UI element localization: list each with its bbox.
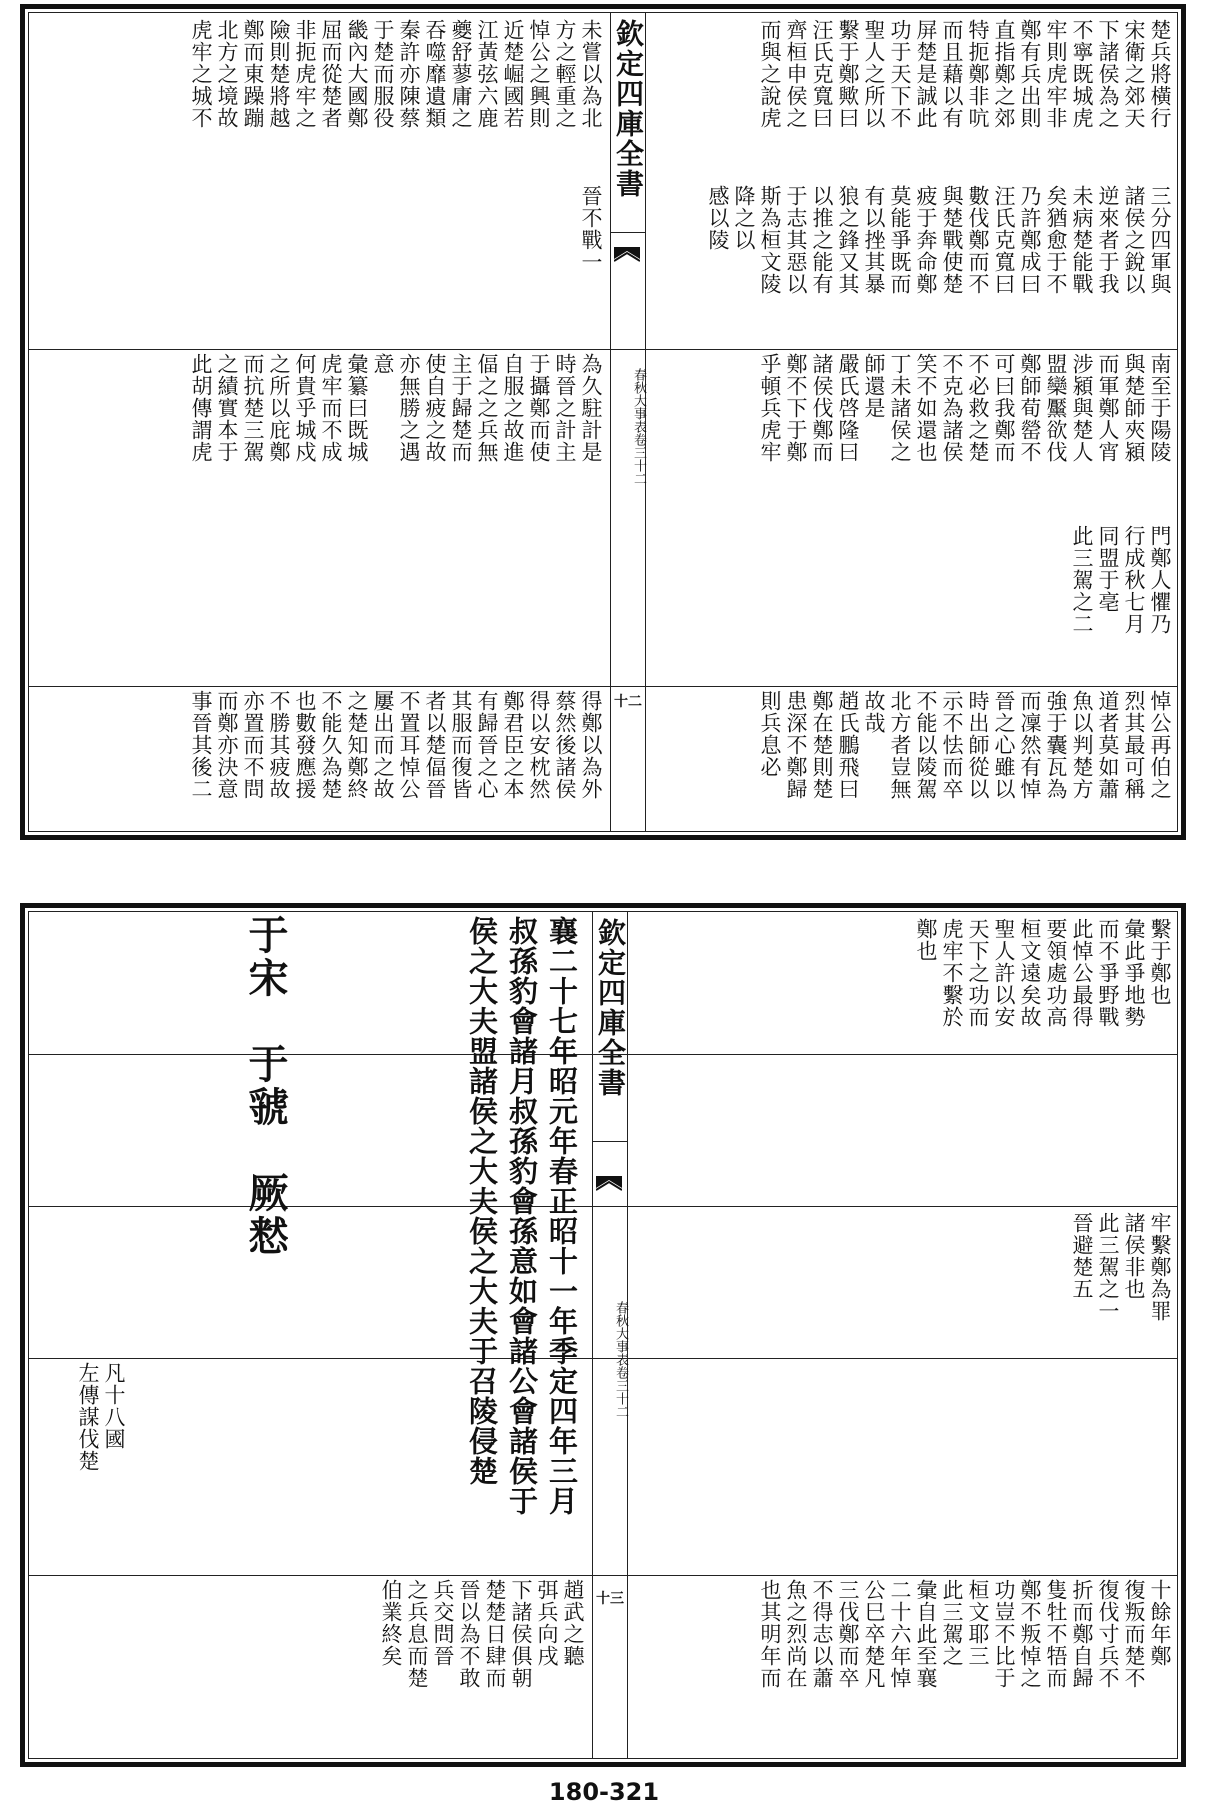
bottom-right-row2-text: 牢繫鄭為罪 諸侯非也 此三駕之一 晉避楚五 bbox=[1070, 1212, 1172, 1322]
top-left-row1-text: 未嘗以為北 方之輕重之 悼公之興則 近楚崛國若 江黃弦六鹿 夔舒蓼庸之 吞噬靡遺類 秦許亦陳蔡 于楚而服役 畿內大國鄭 屈而從楚者 非扼虎牢之 險則楚將越 鄭而東躁蹦 北方之境故 虎牢之城不 bbox=[189, 19, 603, 129]
bottom-page-marker: 十三 bbox=[596, 1591, 624, 1607]
bottom-left-col-a bbox=[62, 914, 292, 1384]
bottom-page-frame bbox=[28, 911, 1178, 1759]
top-right-row4-text: 門鄭人懼乃 行成秋七月 同盟于亳 此三駕之二 bbox=[1070, 525, 1172, 635]
top-left-half bbox=[29, 13, 608, 831]
bottom-right-row1-text: 繫于鄭也 彙此爭地勢 而不爭野戰 此悼公最得 要領處功高 桓文遠矣故 聖人許以安 天下之功而 虎牢不繫於 鄭也 bbox=[914, 918, 1172, 1028]
top-page-frame bbox=[28, 12, 1178, 832]
top-left-row3-text: 得鄭以為外 蔡然後諸侯 得以安枕然 鄭君臣之本 有歸晉之心 其服而復皆 者以楚偪晉 不置耳悼公 屢出而之故 之楚知鄭終 不能久為楚 也數發應援 不勝其疲故 亦置而不問 而鄭亦決意 事晉其後二 bbox=[189, 690, 603, 800]
bottom-left-entries-text: 襄二十七年昭元年春正昭十一年季定四年三月 叔孫豹會諸月叔孫豹會孫意如會諸公會諸侯于 侯之大夫盟諸侯之大夫侯之大夫于召陵侵楚 bbox=[465, 916, 579, 1516]
page-number: 180-321 bbox=[548, 1778, 660, 1806]
bottom-spine bbox=[592, 912, 628, 1758]
bottom-left-note bbox=[37, 1362, 127, 1572]
top-right-row3 bbox=[643, 353, 1173, 523]
fish-tail-icon bbox=[596, 1176, 622, 1202]
top-right-row2-text: 三分四軍與 諸侯之銳以 逆來者于我 未病楚能戰 矣猶愈于不 乃許鄭成曰 汪氏克寬曰 數伐鄭而不 與楚戰使楚 疲于奔命鄭 莫能爭既而 有以挫其暴 狼之鋒又其 以推之能有 于志其惡以 斯為桓文陵 降之以 感以陵 bbox=[706, 185, 1172, 295]
bottom-right-row1 bbox=[873, 918, 1173, 1052]
top-right-row3-text: 南至于陽陵 與楚師夾潁 而軍鄭人宵 涉潁與楚人 盟欒黶欲伐 鄭師荀罃不 可曰我鄭而 不必救之楚 不克為諸侯 笑不如還也 丁未諸侯之 師還是 嚴氏啓隆曰 諸侯伐鄭而 鄭不下于鄭 乎頓兵虎牢 bbox=[758, 353, 1172, 463]
bottom-right-row3-text: 十餘年鄭 復叛而楚不 復伐寸兵不 折而鄭自歸 隻牡不牾而 鄭不叛悼之 功豈不比于 桓文耶三 此三駕之 彙自此至襄 二十六年悼 公巳卒楚凡 三伐鄭而卒 不得志以蕭 魚之烈尚在 也其明年而 bbox=[758, 1579, 1172, 1689]
top-right-row5 bbox=[643, 690, 1173, 838]
top-right-row5-text: 悼公再伯之 烈其最可稱 道者莫如蕭 魚以判楚方 強于囊瓦為 而凜然有悼 晉之心雖以 時出師從以 示不怯而卒 不能以陵駕 北方者豈無 故哉 趙氏鵬飛曰 鄭在楚則楚 患深不鄭歸 則兵息必 bbox=[758, 690, 1172, 800]
bottom-page bbox=[20, 903, 1186, 1767]
top-left-row2-text: 為久駐計是 時晉之計主 于攝鄭而使 自服之故進 偪之之兵無 主于歸楚而 使自疲之故 亦無勝之遇 意 彙纂曰既城 虎牢而不成 何貴乎城戍 之所以庇鄭 而抗楚三駕 之績實本于 此胡傳謂虎 bbox=[189, 353, 603, 463]
top-right-row1-text: 楚兵將橫行 宋衛之郊天 下諸侯為之 不寧既城虎 牢則虎牢非 鄭有兵出則 直指鄭之郊 特扼鄭非吭 而且藉以有 屏楚是誠此 功于天下不 聖人之所以 繫于鄭歟曰 汪氏克寬曰 齊桓申侯之 而與之說虎 bbox=[758, 19, 1172, 129]
bottom-left-entries bbox=[292, 916, 582, 1556]
top-page bbox=[20, 4, 1186, 840]
top-right-row4 bbox=[1033, 525, 1173, 683]
bottom-left-col-a-text: 于宋 于虢 厥慭 bbox=[242, 914, 289, 1258]
top-right-row2 bbox=[643, 185, 1173, 347]
fish-tail-icon bbox=[614, 247, 640, 273]
top-book-title: 欽定四庫全書 bbox=[611, 13, 645, 233]
bottom-right-row3 bbox=[625, 1579, 1173, 1754]
bottom-left-note-text: 凡十八國 左傳謀伐楚 bbox=[76, 1362, 126, 1472]
top-right-half bbox=[646, 13, 1177, 831]
top-page-marker: 十二 bbox=[614, 694, 642, 710]
top-left-row1-tail-text: 晉不戰一 bbox=[579, 185, 603, 273]
bottom-right-row2 bbox=[1053, 1212, 1173, 1352]
top-spine bbox=[610, 13, 646, 831]
top-left-row2 bbox=[34, 353, 604, 523]
top-left-row3 bbox=[34, 690, 604, 838]
bottom-book-title: 欽定四庫全書 bbox=[593, 912, 627, 1142]
top-left-row1-tail bbox=[574, 185, 604, 305]
bottom-left-row5-text: 趙武之聽 弭兵向戌 下諸侯俱朝 楚楚日肆而 晉以為不敢 兵交問晉 之兵息而楚 伯業終矣 bbox=[379, 1579, 585, 1689]
top-juan-label: 春秋大事表卷三十二 bbox=[631, 367, 646, 485]
top-right-row1 bbox=[643, 19, 1173, 184]
bottom-left-half bbox=[29, 912, 590, 1758]
bottom-juan-label: 春秋大事表卷三十二 bbox=[613, 1300, 628, 1418]
bottom-right-half bbox=[628, 912, 1177, 1758]
top-left-row1 bbox=[34, 19, 604, 184]
bottom-left-row5 bbox=[286, 1579, 586, 1754]
